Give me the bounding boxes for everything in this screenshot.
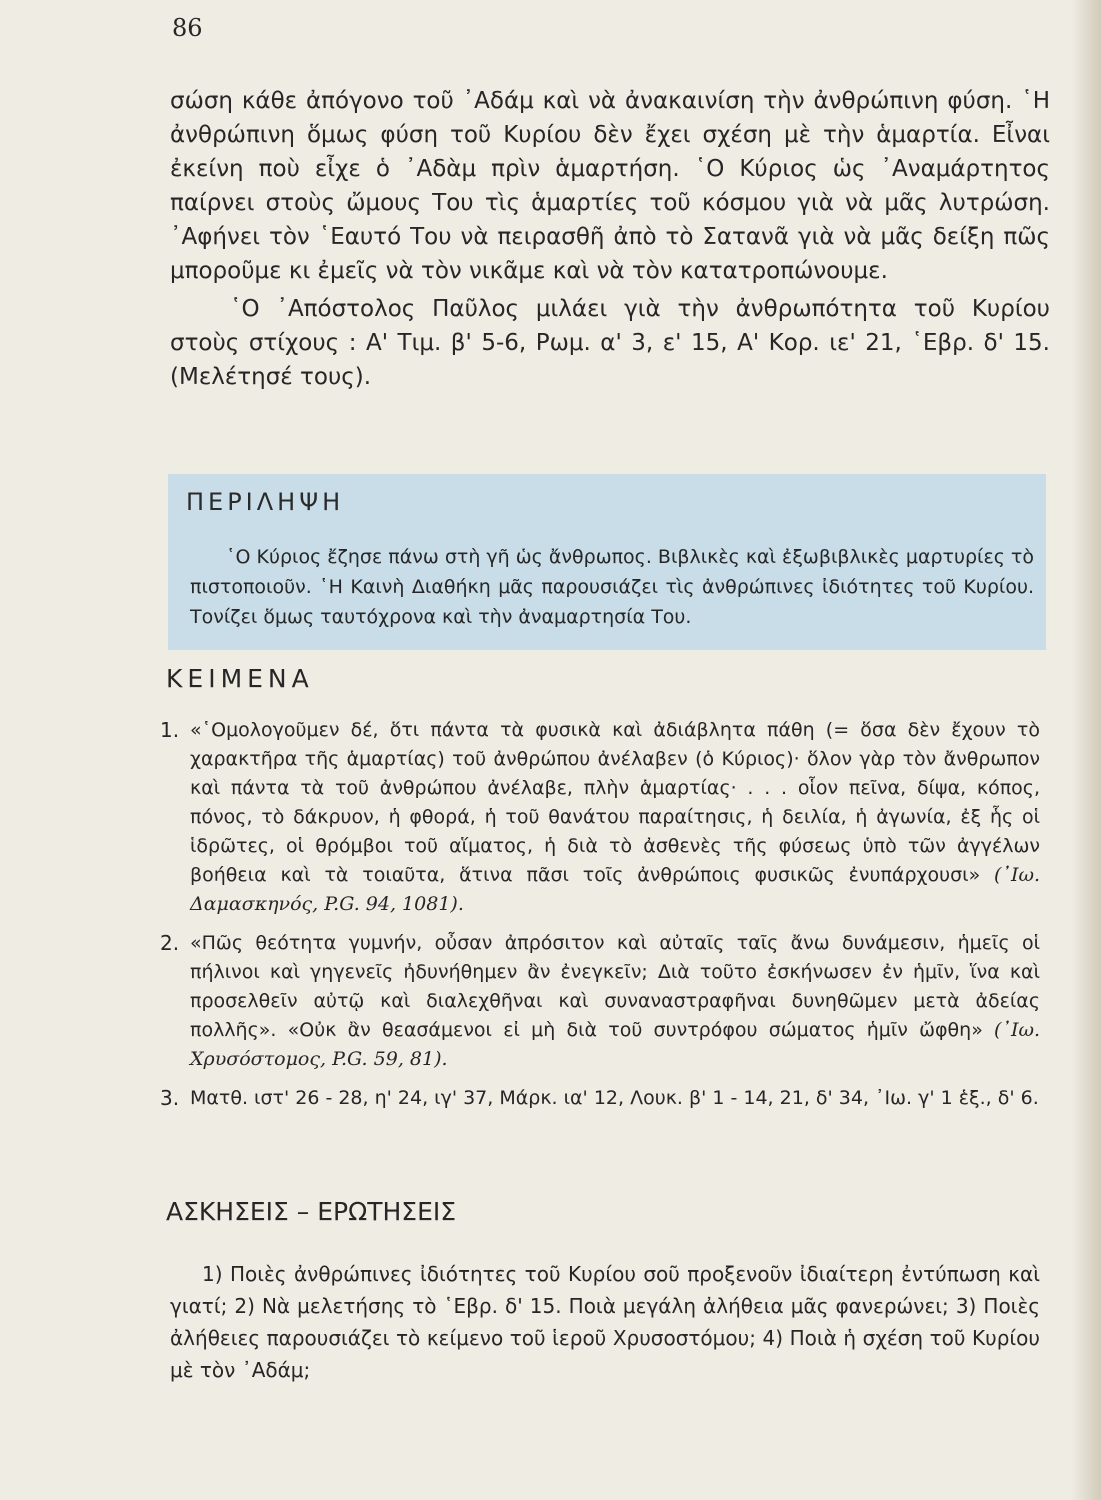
text-item-body: «῾Ομολογοῦμεν δέ, ὅτι πάντα τὰ φυσικὰ καὶ ἀδιάβλητα πάθη (= ὅσα δὲν ἔχουν τὸ χαρακτῆρα τῆς ἁμαρτίας) τοῦ ἀνθρώπου ἀνέλαβεν (ὁ Κύριος)· ὅλον γὰρ τὸν ἄνθρωπον καὶ πάντα τὰ τοῦ ἀνθρώπου ἀνέλαβε, πλὴν ἁμαρτίας· . . . οἷον πεῖνα, δίψα, κόπος, πόνος, τὸ δάκρυον, ἡ φθορά, ἡ τοῦ θανάτου παραίτησις, ἡ δειλία, ἡ ἀγωνία, ἐξ ἧς οἱ ἱδρῶτες, οἱ θρόμβοι τοῦ αἵματος, ἡ διὰ τὸ ἀσθενὲς τῆς φύσεως ὑπὸ τῶν ἀγγέλων βοήθεια καὶ τὰ τοιαῦτα, ἅτινα πᾶσι τοῖς ἀνθρώποις φυσικῶς ἐνυπάρχουσι» <box>190 719 1040 886</box>
exercises-text: 1) Ποιὲς ἀνθρώπινες ἰδιότητες τοῦ Κυρίου σοῦ προξενοῦν ἰδιαίτερη ἐντύπωση καὶ γιατί; 2) Νὰ μελετήσης τὸ ῾Εβρ. δ' 15. Ποιὰ μεγάλη ἀλήθεια μᾶς φανερώνει; 3) Ποιὲς ἀλήθειες παρουσιάζει τὸ κείμενο τοῦ ἱεροῦ Χρυσοστόμου; 4) Ποιὰ ἡ σχέση τοῦ Κυρίου μὲ τὸν ᾿Αδάμ; <box>170 1262 1040 1382</box>
text-item-source: (᾿Ιω. Δαμασκηνός, P.G. 94, 1081). <box>190 864 1040 915</box>
text-item-number: 1. <box>160 718 180 742</box>
text-item-number: 2. <box>160 931 180 955</box>
intro-paragraph: ῾Ο ᾿Απόστολος Παῦλος μιλάει γιὰ τὴν ἀνθρωπότητα τοῦ Κυρίου στοὺς στίχους : Α' Τιμ. β' 5-6, Ρωμ. α' 3, ε' 15, Α' Κορ. ιε' 21, ῾Εβρ. δ' 15. (Μελέτησέ τους). <box>170 296 1050 390</box>
text-item <box>160 716 1040 919</box>
texts-list <box>160 716 1040 1123</box>
page-edge-shadow <box>1071 0 1101 1500</box>
intro-paragraph: σώση κάθε ἀπόγονο τοῦ ᾿Αδάμ καὶ νὰ ἀνακαινίση τὴν ἀνθρώπινη φύση. ῾Η ἀνθρώπινη ὅμως φύση τοῦ Κυρίου δὲν ἔχει σχέση μὲ τὴν ἁμαρτία. Εἶναι ἐκείνη ποὺ εἶχε ὁ ᾿Αδὰμ πρὶν ἁμαρτήση. ῾Ο Κύριος ὡς ᾿Αναμάρτητος παίρνει στοὺς ὤμους Του τὶς ἁμαρτίες τοῦ κόσμου γιὰ νὰ μᾶς λυτρώση. ᾿Αφήνει τὸν ῾Εαυτό Του νὰ πειρασθῆ ἀπὸ τὸ Σατανᾶ γιὰ νὰ μᾶς δείξη πῶς μποροῦμε κι ἐμεῖς νὰ τὸν νικᾶμε καὶ νὰ τὸν κατατροπώνουμε. <box>170 88 1050 284</box>
text-item-number: 3. <box>160 1086 180 1110</box>
text-item-body: Ματθ. ιστ' 26 - 28, η' 24, ιγ' 37, Μάρκ. ια' 12, Λουκ. β' 1 - 14, 21, δ' 34, ᾿Ιω. γ' 1 ἑξ., δ' 6. <box>190 1087 1039 1109</box>
summary-box <box>168 474 1046 650</box>
page-number: 86 <box>172 14 203 42</box>
intro-section <box>170 84 1050 394</box>
exercises-heading: ΑΣΚΗΣΕΙΣ – ΕΡΩΤΗΣΕΙΣ <box>166 1197 457 1226</box>
text-item <box>160 929 1040 1074</box>
summary-heading: ΠΕΡΙΛΗΨΗ <box>186 488 345 516</box>
text-item <box>160 1084 1040 1113</box>
text-item-body: «Πῶς θεότητα γυμνήν, οὖσαν ἀπρόσιτον καὶ αὐταῖς ταῖς ἄνω δυνάμεσιν, ἡμεῖς οἱ πήλινοι καὶ γηγενεῖς ἠδυνήθημεν ἂν ἐνεγκεῖν; Διὰ τοῦτο ἐσκήνωσεν ἐν ἡμῖν, ἵνα καὶ προσελθεῖν αὐτῷ καὶ διαλεχθῆναι καὶ συναναστραφῆναι δυνηθῶμεν μετὰ ἀδείας πολλῆς». «Οὐκ ἂν θεασάμενοι εἰ μὴ διὰ τοῦ συντρόφου σώματος ἡμῖν ὤφθη» <box>190 932 1040 1041</box>
summary-text: ῾Ο Κύριος ἔζησε πάνω στὴ γῆ ὡς ἄνθρωπος. Βιβλικὲς καὶ ἐξωβιβλικὲς μαρτυρίες τὸ πιστοποιοῦν. ῾Η Καινὴ Διαθήκη μᾶς παρουσιάζει τὶς ἀνθρώπινες ἰδιότητες τοῦ Κυρίου. Τονίζει ὅμως ταυτόχρονα καὶ τὴν ἀναμαρτησία Του. <box>190 546 1034 628</box>
text-item-source: (᾿Ιω. Χρυσόστομος, P.G. 59, 81). <box>190 1019 1040 1070</box>
texts-heading: ΚΕΙΜΕΝΑ <box>166 664 314 693</box>
